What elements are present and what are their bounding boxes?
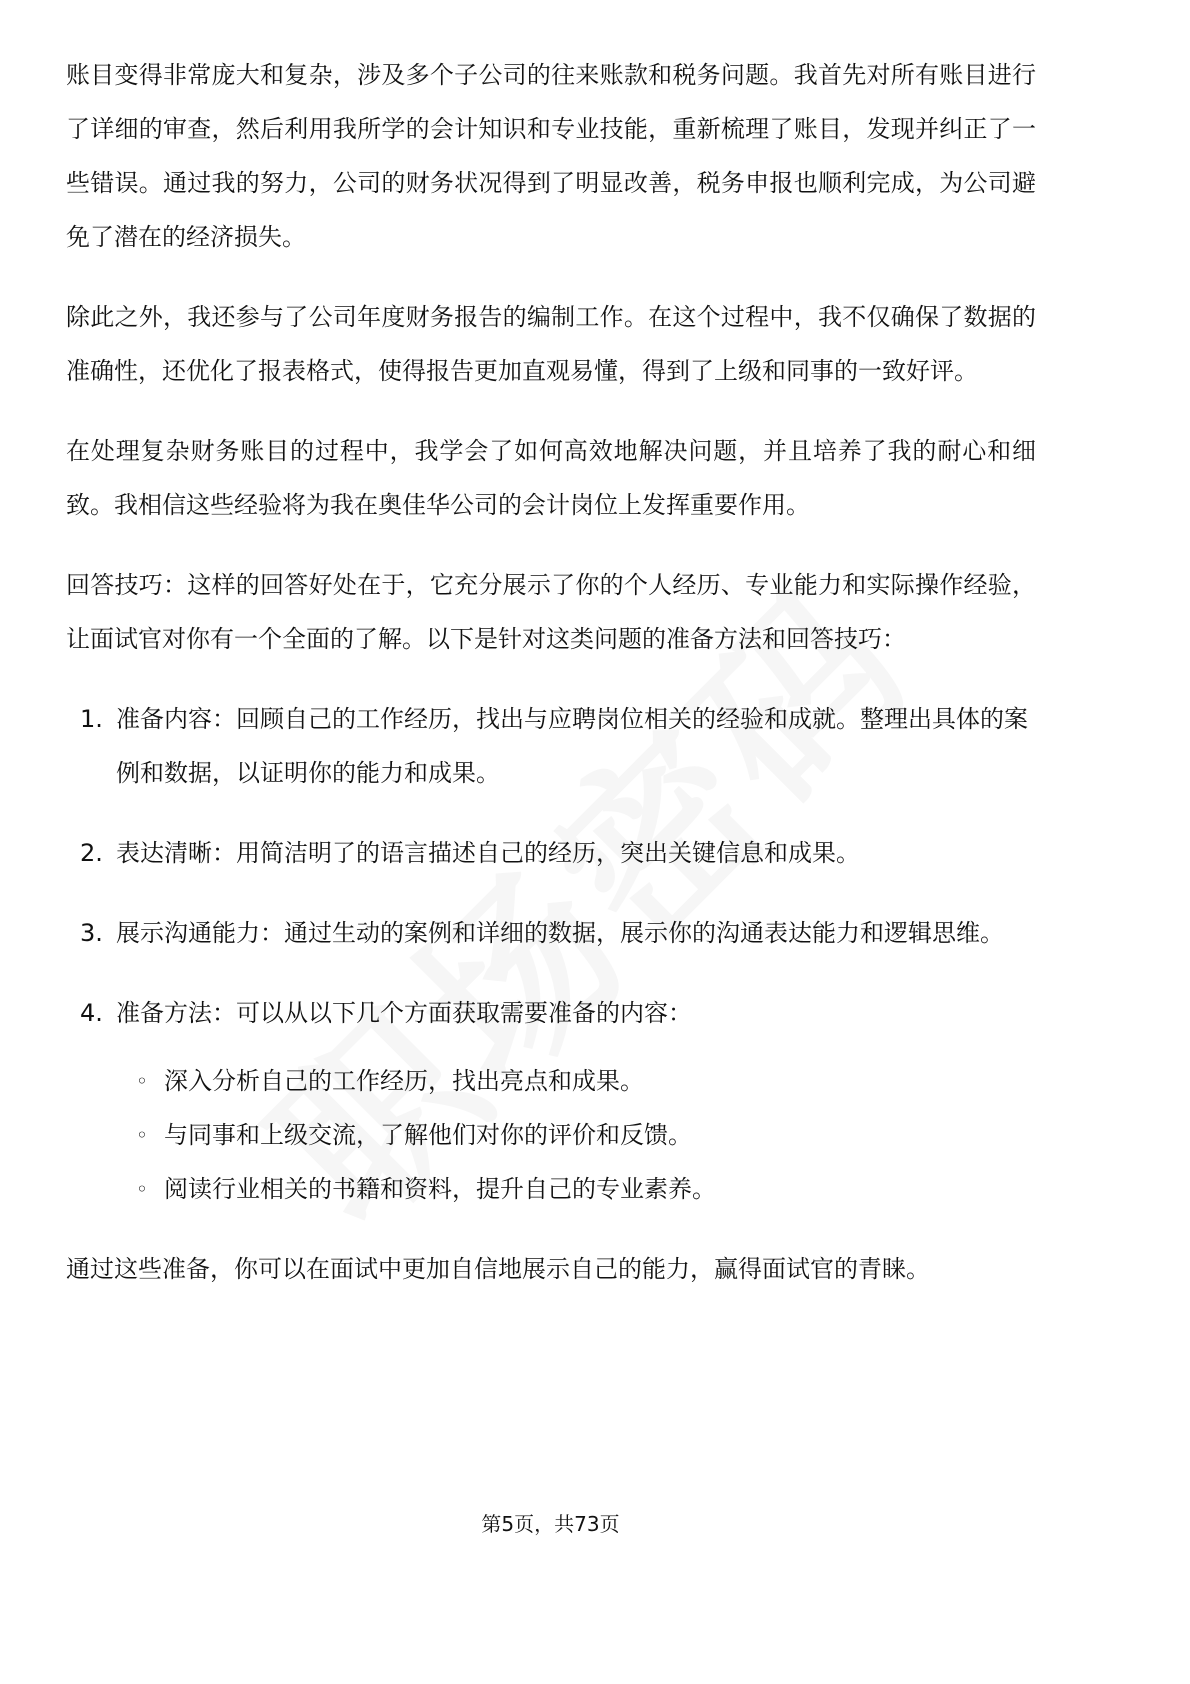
bullet-sublist [136,1054,1036,1216]
list-item [66,986,1036,1216]
list-item [66,826,1036,880]
numbered-list [66,692,1036,1216]
paragraph-1: 账目变得非常庞大和复杂，涉及多个子公司的往来账款和税务问题。我首先对所有账目进行了详细的审查，然后利用我所学的会计知识和专业技能，重新梳理了账目，发现并纠正了一些错误。通过我的努力，公司的财务状况得到了明显改善，税务申报也顺利完成，为公司避免了潜在的经济损失。 [66,61,1036,251]
sublist-item [136,1108,1036,1162]
sublist-item-text: 深入分析自己的工作经历，找出亮点和成果。 [164,1067,644,1095]
page-number-footer: 第5页，共73页 [481,1512,620,1536]
list-number: 1. [80,705,103,733]
list-item [66,906,1036,960]
list-item-text: 准备方法：可以从以下几个方面获取需要准备的内容： [116,999,692,1027]
list-number: 4. [80,999,103,1027]
bullet-icon: ◦ [136,1123,148,1147]
list-item-text: 准备内容：回顾自己的工作经历，找出与应聘岗位相关的经验和成就。整理出具体的案例和数据，以证明你的能力和成果。 [116,705,1028,787]
paragraph-answer-tips: 回答技巧：这样的回答好处在于，它充分展示了你的个人经历、专业能力和实际操作经验，让面试官对你有一个全面的了解。以下是针对这类问题的准备方法和回答技巧： [66,571,1036,653]
bullet-icon: ◦ [136,1177,148,1201]
sublist-item [136,1054,1036,1108]
paragraph-2: 除此之外，我还参与了公司年度财务报告的编制工作。在这个过程中，我不仅确保了数据的准确性，还优化了报表格式，使得报告更加直观易懂，得到了上级和同事的一致好评。 [66,303,1036,385]
closing-paragraph: 通过这些准备，你可以在面试中更加自信地展示自己的能力，赢得面试官的青睐。 [66,1255,930,1283]
list-number: 2. [80,839,103,867]
sublist-item-text: 阅读行业相关的书籍和资料，提升自己的专业素养。 [164,1175,716,1203]
list-number: 3. [80,919,103,947]
sublist-item-text: 与同事和上级交流，了解他们对你的评价和反馈。 [164,1121,692,1149]
document-body [66,48,1036,1322]
sublist-item [136,1162,1036,1216]
list-item-text: 表达清晰：用简洁明了的语言描述自己的经历，突出关键信息和成果。 [116,839,860,867]
list-item [66,692,1036,800]
list-item-text: 展示沟通能力：通过生动的案例和详细的数据，展示你的沟通表达能力和逻辑思维。 [116,919,1004,947]
paragraph-3: 在处理复杂财务账目的过程中，我学会了如何高效地解决问题，并且培养了我的耐心和细致。我相信这些经验将为我在奥佳华公司的会计岗位上发挥重要作用。 [66,437,1036,519]
bullet-icon: ◦ [136,1069,148,1093]
